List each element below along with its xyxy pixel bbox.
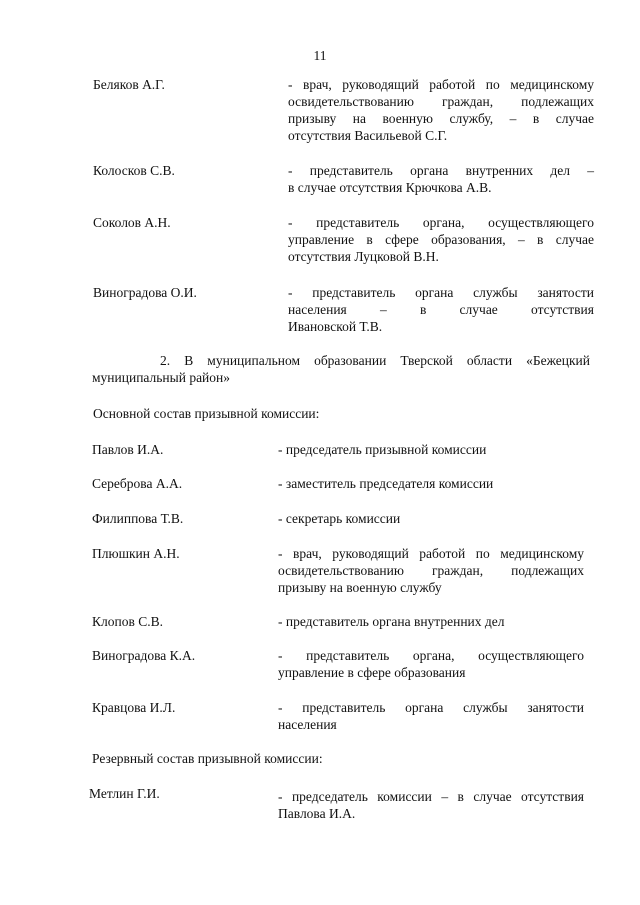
- member-name: Беляков А.Г.: [93, 77, 165, 92]
- main-composition-heading: Основной состав призывной комиссии:: [93, 406, 320, 421]
- member-role: - представитель органа внутренних дел: [278, 614, 505, 629]
- member-role: - секретарь комиссии: [278, 511, 401, 526]
- reserve-composition-heading: Резервный состав призывной комиссии:: [92, 751, 323, 766]
- page-number: 11: [313, 48, 327, 63]
- member-name: Метлин Г.И.: [89, 786, 160, 801]
- member-role: - представитель органа службы занятости населения: [278, 700, 584, 732]
- member-name: Соколов А.Н.: [93, 215, 171, 230]
- member-role: - представитель органа внутренних дел – в случае отсутствия Крючкова А.В.: [288, 163, 594, 195]
- member-role: - заместитель председателя комиссии: [278, 476, 494, 491]
- member-role: - представитель органа службы занятости населения – в случае отсутствия Ивановской Т.В.: [288, 285, 594, 334]
- member-name: Клопов С.В.: [92, 614, 163, 629]
- member-role: - председатель комиссии – в случае отсутствия Павлова И.А.: [278, 789, 584, 821]
- section-paragraph: 2. В муниципальном образовании Тверской области «Бежецкий муниципальный район»: [92, 353, 590, 385]
- member-name: Кравцова И.Л.: [92, 700, 176, 715]
- member-name: Павлов И.А.: [92, 442, 164, 457]
- member-name: Виноградова К.А.: [92, 648, 196, 663]
- member-role: - врач, руководящий работой по медицинскому освидетельствованию граждан, подлежащих призыву на военную службу: [278, 546, 584, 595]
- member-role: - представитель органа, осуществляющего управление в сфере образования: [278, 648, 584, 680]
- member-name: Филиппова Т.В.: [92, 511, 184, 526]
- member-name: Сереброва А.А.: [92, 476, 183, 491]
- member-name: Колосков С.В.: [93, 163, 175, 178]
- member-role: - представитель органа, осуществляющего управление в сфере образования, – в случае отсутствия Луцковой В.Н.: [288, 215, 594, 264]
- member-role: - врач, руководящий работой по медицинскому освидетельствованию граждан, подлежащих призыву на военную службу, – в случае отсутствия Васильевой С.Г.: [288, 77, 594, 143]
- member-name: Виноградова О.И.: [93, 285, 197, 300]
- member-role: - председатель призывной комиссии: [278, 442, 487, 457]
- member-name: Плюшкин А.Н.: [92, 546, 180, 561]
